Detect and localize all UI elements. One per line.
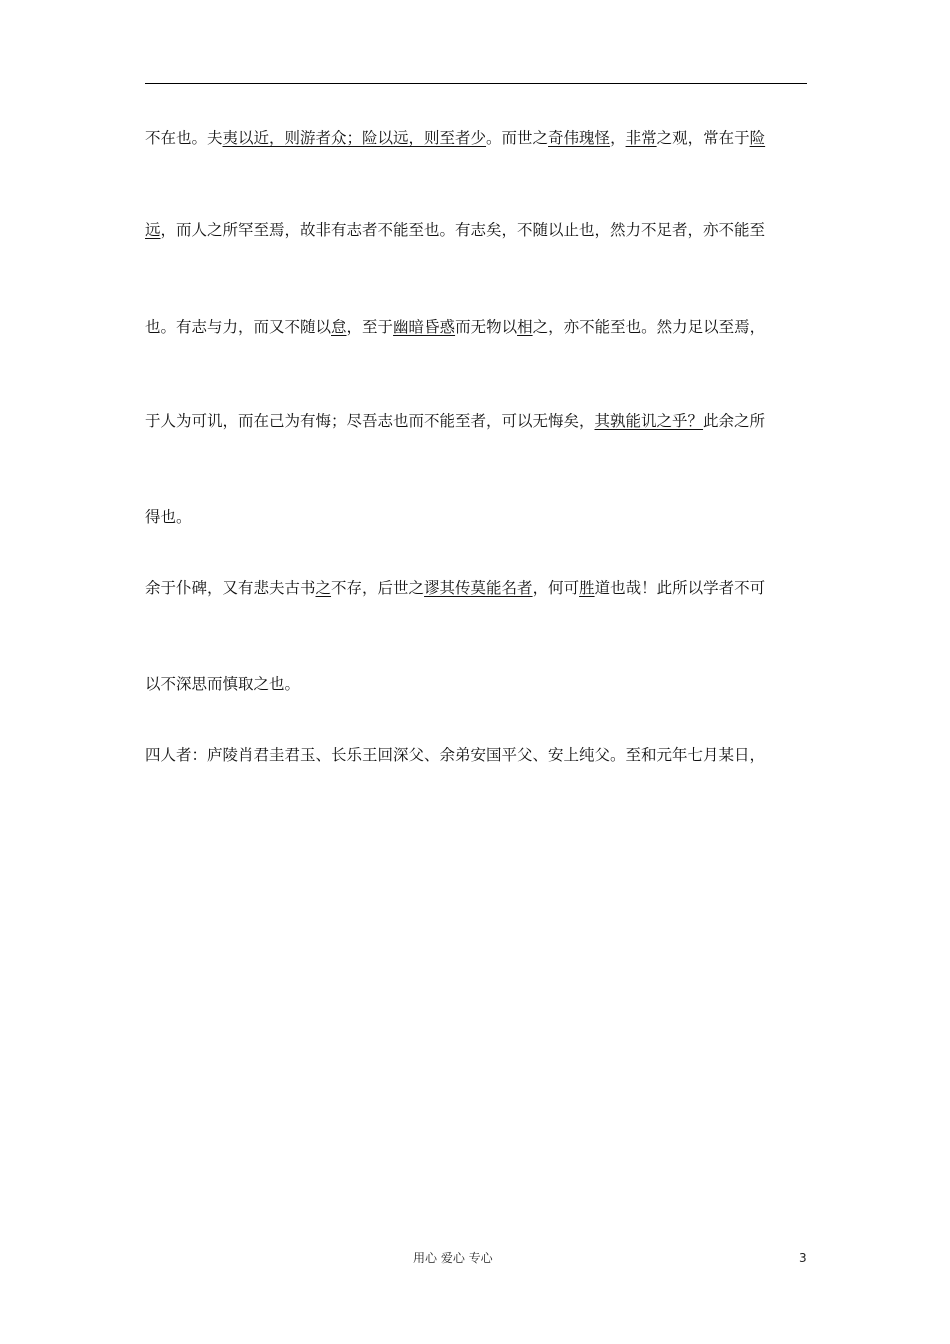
text-segment: ，而人之所罕至焉，故非有志者不能至也。有志矣，不随以止也，然力不足者，亦不能至 [160,221,766,239]
underlined-phrase: 怠 [331,318,347,336]
underlined-phrase: 其孰能讥之乎？ [594,412,704,430]
underlined-phrase: 非常 [625,129,657,147]
text-segment: 于人为可讥，而在己为有悔；尽吾志也而不能至者，可以无悔矣， [145,412,595,430]
underlined-phrase: 奇伟瑰怪 [548,129,611,147]
text-segment: 也。有志与力，而又不随以 [145,318,332,336]
underlined-phrase: 之 [315,579,332,597]
text-segment: 得也。 [145,508,192,526]
text-line [145,219,845,241]
underlined-phrase: 谬其传莫能名者 [424,579,533,597]
text-segment: 不存，后世之 [331,579,425,597]
text-segment: 不在也。夫 [145,129,223,147]
underlined-phrase: 幽暗昏惑 [393,318,456,336]
text-segment: 此余之所 [703,412,766,430]
text-segment: ，何可 [532,579,580,597]
underlined-phrase: 相 [517,318,533,336]
underlined-phrase: 胜 [579,579,595,597]
text-line [145,744,845,766]
underlined-phrase: 险 [749,129,766,147]
text-line [145,410,845,432]
text-segment: 。而世之 [486,129,549,147]
header-rule [145,83,807,84]
text-segment: 四人者：庐陵肖君圭君玉、长乐王回深父、余弟安国平父、安上纯父。至和元年七月某日， [145,746,766,764]
text-segment: 而无物以 [455,318,518,336]
underlined-phrase: 夷以近，则游者众；险以远，则至者少 [222,129,487,147]
text-segment: 道也哉！此所以学者不可 [594,579,766,597]
text-segment: ，至于 [346,318,394,336]
text-segment: 余于仆碑，又有悲夫古书 [145,579,316,597]
text-segment: 之，亦不能至也。然力足以至焉， [532,318,766,336]
underlined-phrase: 远 [145,221,161,239]
text-segment: 之观，常在于 [656,129,750,147]
text-segment: 以不深思而慎取之也。 [145,675,301,693]
text-line [145,673,845,695]
text-line [145,577,845,599]
footer-slogan: 用心 爱心 专心 [413,1251,493,1265]
text-line [145,506,845,528]
text-line [145,316,845,338]
page-number: 3 [799,1251,807,1265]
text-segment: ， [610,129,626,147]
text-line [145,127,845,149]
